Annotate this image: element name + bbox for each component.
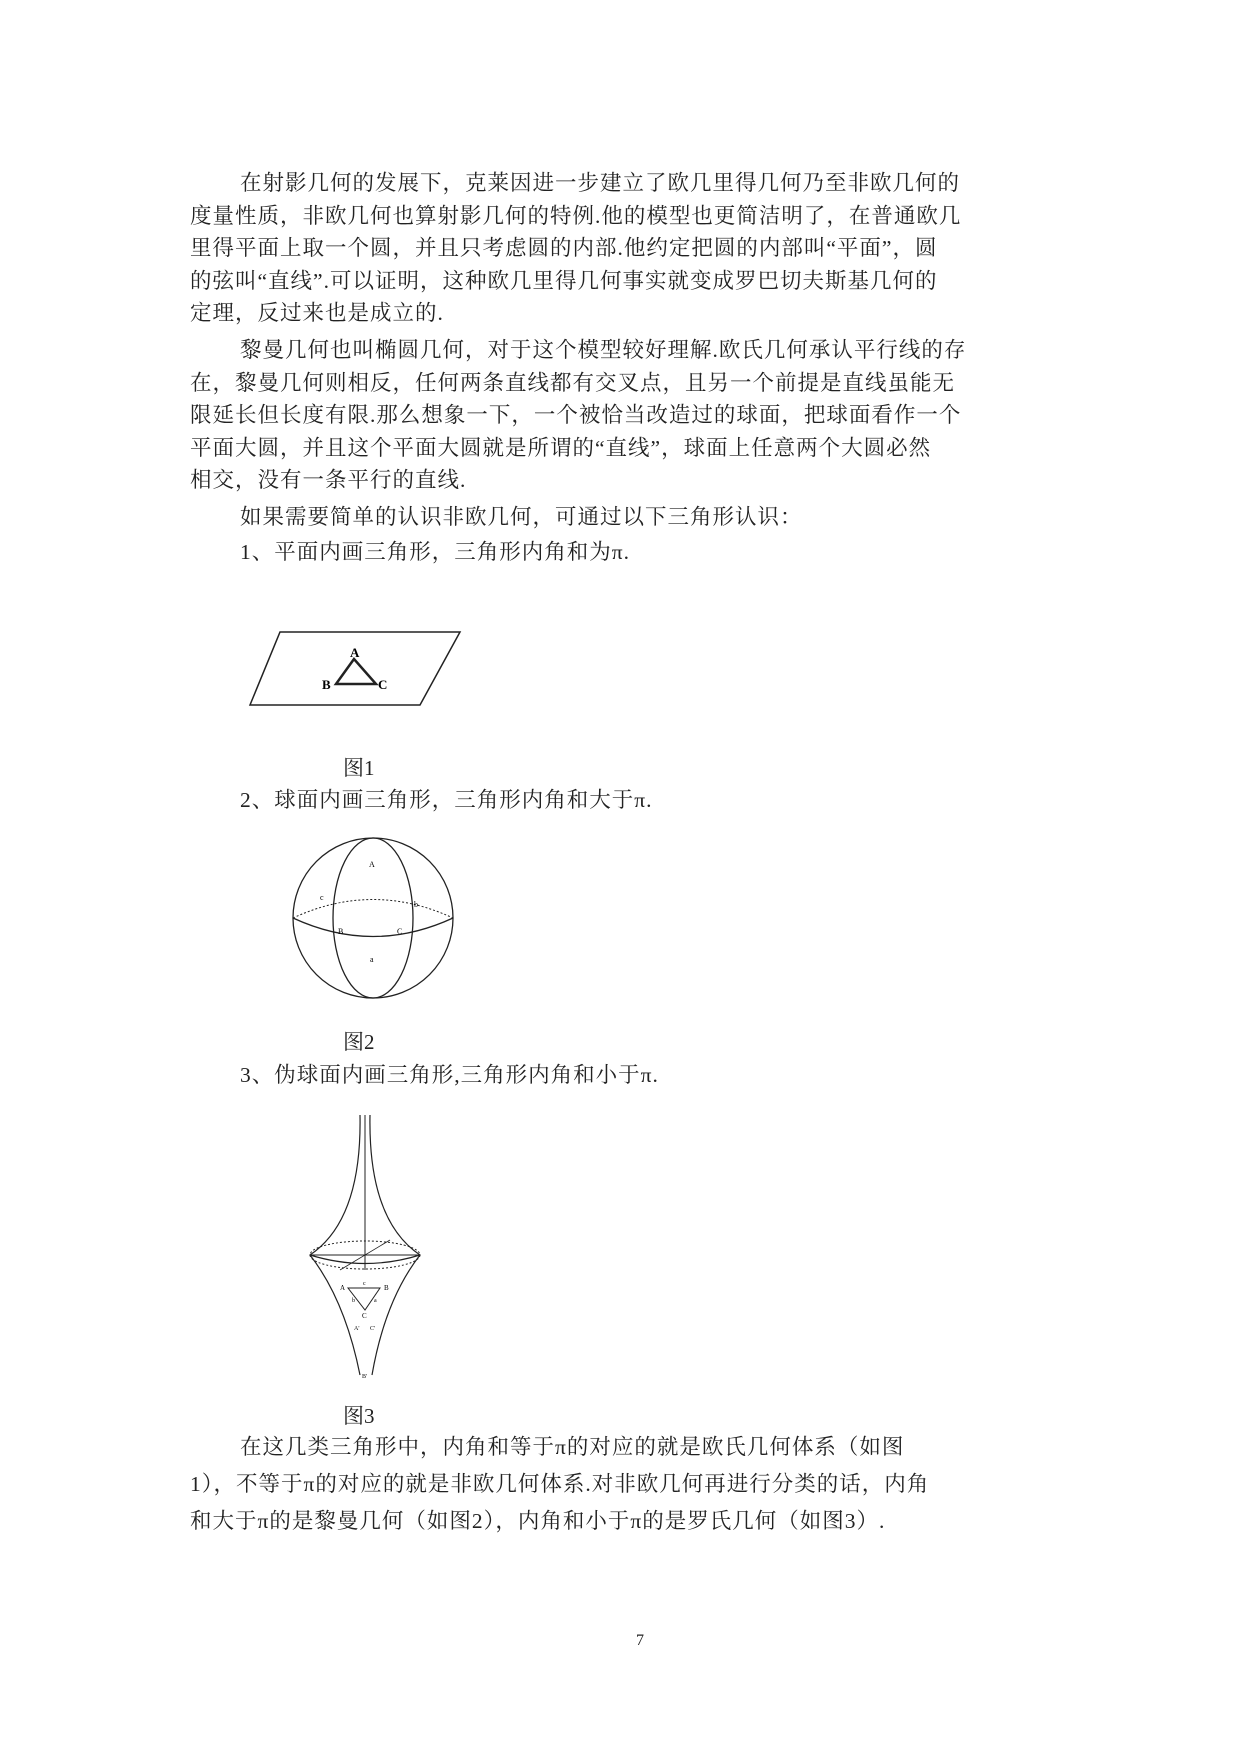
label-b-side: b: [414, 900, 418, 909]
list-item-3: 3、伪球面内画三角形,三角形内角和小于π.: [240, 1063, 659, 1087]
label-c-side: c: [363, 1281, 366, 1287]
text-line: 定理，反过来也是成立的.: [190, 301, 444, 325]
list-item-1: 1、平面内画三角形，三角形内角和为π.: [240, 540, 630, 564]
text-line: 里得平面上取一个圆，并且只考虑圆的内部.他约定把圆的内部叫“平面”，圆: [190, 236, 938, 260]
text-line: 相交，没有一条平行的直线.: [190, 468, 467, 492]
label-b: B: [338, 927, 344, 936]
page-number: 7: [636, 1632, 644, 1649]
text-line: 在射影几何的发展下，克莱因进一步建立了欧几里得几何乃至非欧几何的: [240, 171, 961, 195]
text-line: 1），不等于π的对应的就是非欧几何体系.对非欧几何再进行分类的话，内角: [190, 1472, 930, 1496]
label-b: B: [322, 677, 331, 692]
figure-1-plane-triangle: [240, 620, 470, 710]
list-item-2: 2、球面内画三角形，三角形内角和大于π.: [240, 788, 653, 812]
text-line: 黎曼几何也叫椭圆几何，对于这个模型较好理解.欧氏几何承认平行线的存: [240, 338, 967, 362]
text-line: 如果需要简单的认识非欧几何，可通过以下三角形认识：: [240, 505, 803, 529]
text-line: 限延长但长度有限.那么想象一下，一个被恰当改造过的球面，把球面看作一个: [190, 403, 962, 427]
label-c: C: [362, 1312, 367, 1320]
label-a: A: [350, 645, 360, 660]
text-line: 和大于π的是黎曼几何（如图2），内角和小于π的是罗氏几何（如图3）.: [190, 1509, 886, 1533]
figure-3-caption: 图3: [343, 1404, 375, 1428]
text-line: 的弦叫“直线”.可以证明，这种欧几里得几何事实就变成罗巴切夫斯基几何的: [190, 269, 938, 293]
label-c: C: [397, 927, 403, 936]
figure-2-caption: 图2: [343, 1030, 375, 1054]
figure-1-caption: 图1: [343, 756, 375, 780]
label-a-side: a: [370, 955, 374, 964]
label-b-side: b: [352, 1298, 355, 1304]
text-line: 在，黎曼几何则相反，任何两条直线都有交叉点，且另一个前提是直线虽能无: [190, 371, 956, 395]
label-c-prime: C': [370, 1326, 376, 1332]
text-line: 平面大圆，并且这个平面大圆就是所谓的“直线”，球面上任意两个大圆必然: [190, 436, 932, 460]
label-c-side: c: [320, 893, 324, 902]
label-a: A: [340, 1284, 346, 1292]
label-b-prime: B': [362, 1374, 368, 1380]
label-c: C: [378, 677, 388, 692]
label-a: A: [369, 860, 375, 869]
figure-3-pseudosphere-triangle: [300, 1110, 430, 1380]
text-line: 度量性质，非欧几何也算射影几何的特例.他的模型也更简洁明了，在普通欧几: [190, 204, 962, 228]
label-b: B: [384, 1284, 389, 1292]
label-a-side: a: [374, 1298, 377, 1304]
text-line: 在这几类三角形中，内角和等于π的对应的就是欧氏几何体系（如图: [240, 1435, 905, 1459]
label-a-prime: A': [354, 1326, 360, 1332]
figure-2-sphere-triangle: [285, 825, 465, 1000]
